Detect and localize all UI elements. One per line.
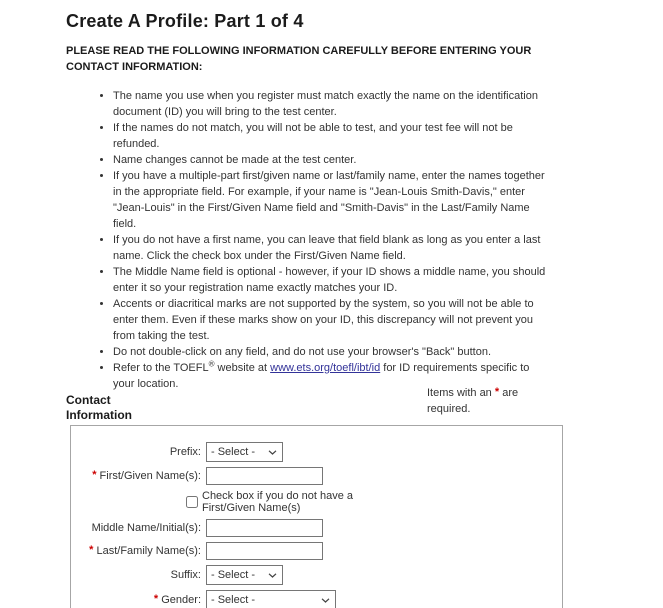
list-item: • The name you use when you register must match exactly the name on the identification document (ID) you will bring to the test center. [113, 88, 553, 120]
last-family-name-label: * Last/Family Name(s): [89, 544, 201, 557]
section-heading-contact-information: Contact Information [66, 393, 132, 422]
refer-text-pre: Refer to the TOEFL [113, 362, 209, 374]
suffix-select[interactable] [206, 565, 283, 585]
first-given-name-row [71, 467, 562, 485]
prefix-select[interactable] [206, 442, 283, 462]
middle-name-input[interactable] [206, 519, 323, 537]
list-item: • If you do not have a first name, you can leave that field blank as long as you enter a last name. Click the check box under the First/Given Name field. [113, 232, 553, 264]
page-title: Create A Profile: Part 1 of 4 [66, 11, 304, 31]
first-given-name-input[interactable] [206, 467, 323, 485]
required-asterisk: * [92, 469, 97, 481]
list-item: • The Middle Name field is optional - however, if your ID shows a middle name, you should enter it so your registration name exactly matches your ID. [113, 264, 553, 296]
required-note-pre: Items with an [427, 387, 495, 399]
list-item: • Name changes cannot be made at the test center. [113, 152, 553, 168]
suffix-select-wrap [206, 565, 283, 585]
intro-warning-text: PLEASE READ THE FOLLOWING INFORMATION CAREFULLY BEFORE ENTERING YOUR CONTACT INFORMATION: [66, 45, 532, 73]
gender-row [71, 590, 562, 608]
gender-select-wrap [206, 590, 336, 608]
last-family-name-input[interactable] [206, 542, 323, 560]
contact-information-form-box [70, 425, 563, 608]
last-family-name-row [71, 542, 562, 560]
no-first-name-checkbox-label[interactable]: Check box if you do not have a First/Given Name(s) [202, 490, 354, 514]
list-item: • Do not double-click on any field, and do not use your browser's "Back" button. [113, 344, 553, 360]
required-note-post: are required. [427, 387, 519, 415]
list-item: • If the names do not match, you will not be able to test, and your test fee will not be refunded. [113, 120, 553, 152]
gender-label: * Gender: [153, 593, 201, 606]
suffix-label: Suffix: [170, 569, 201, 581]
required-asterisk: * [153, 593, 159, 605]
toefl-website-link[interactable]: www.ets.org/toefl/ibt/id [270, 362, 381, 374]
middle-name-label: Middle Name/Initial(s): [91, 522, 201, 534]
no-first-name-checkbox[interactable] [186, 496, 198, 508]
middle-name-row [71, 519, 562, 537]
refer-text-post: for ID requirements specific to your location. [113, 362, 530, 390]
list-item: • Accents or diacritical marks are not supported by the system, so you will not be able to enter them. Even if these marks show on your ID, this discrepancy will not prevent you from taking the test. [113, 296, 553, 344]
prefix-select-wrap [206, 442, 283, 462]
required-items-note [427, 385, 524, 417]
first-given-name-label: * First/Given Name(s): [92, 469, 201, 482]
refer-text-mid: website at [214, 362, 271, 374]
no-first-name-row [186, 490, 562, 514]
registered-trademark-symbol: ® [208, 359, 215, 369]
list-item: • If you have a multiple-part first/given name or last/family name, enter the names together in the appropriate field. For example, if your name is "Jean-Louis Smith-Davis," enter "Jean-Louis" in the First/Given Name field and "Smith-Davis" in the Last/Family Name field. [113, 168, 553, 232]
prefix-label: Prefix: [169, 446, 201, 458]
suffix-row [71, 565, 562, 585]
gender-select[interactable] [206, 590, 336, 608]
prefix-row [71, 442, 562, 462]
required-asterisk: * [494, 386, 500, 398]
required-asterisk: * [89, 544, 94, 556]
instruction-list [98, 88, 553, 392]
